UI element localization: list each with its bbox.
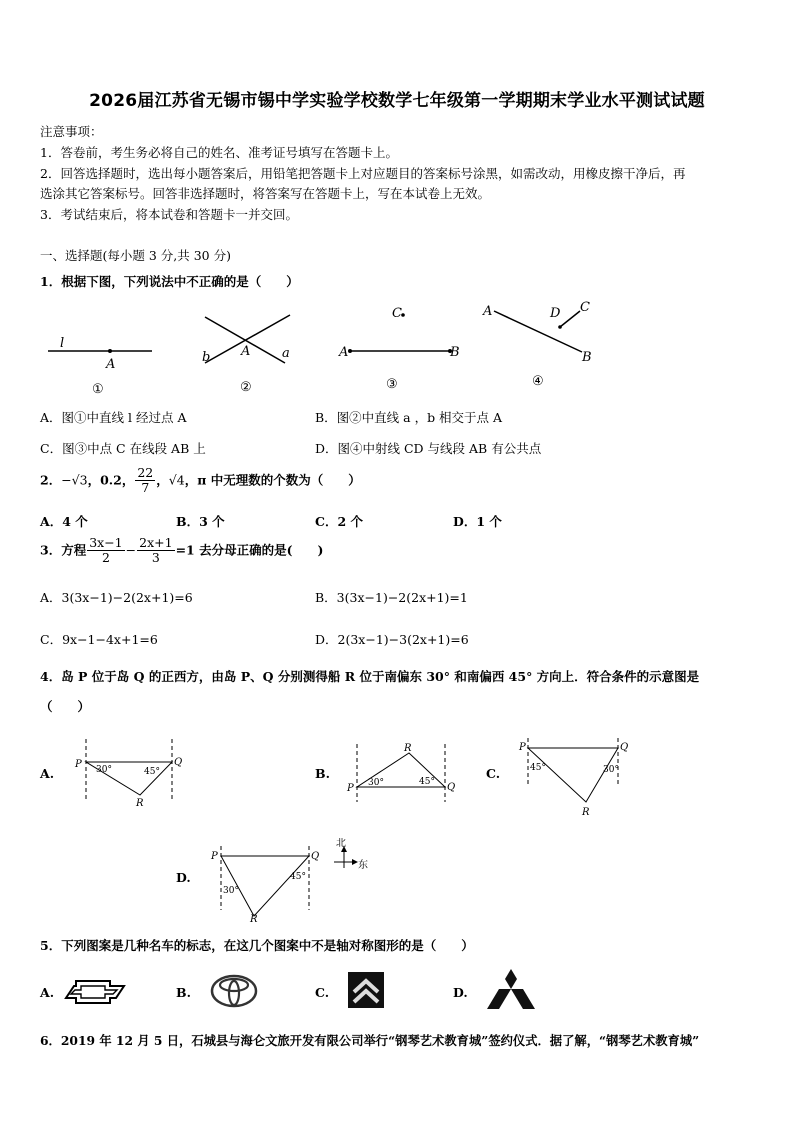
q4-option-c-letter: C. [486, 766, 501, 781]
q1-figure-3 [338, 306, 460, 392]
q1-option-a: A．图①中直线 l 经过点 A [40, 410, 187, 425]
q4c-label-R: R [582, 807, 590, 818]
q2-sqrt4: √4 [168, 472, 185, 488]
q3-prefix: 3．方程 [40, 542, 87, 558]
notice-heading: 注意事项： [40, 124, 103, 139]
q3-suffix: =1 去分母正确的是( ) [175, 542, 324, 558]
q4a-label-P: P [75, 759, 82, 770]
q1-figures [40, 295, 620, 395]
q4d-compass-north: 北 [336, 838, 346, 849]
q4d-label-R: R [250, 914, 258, 924]
q1-fig4-number: ④ [532, 374, 544, 389]
q3-stem [40, 536, 323, 566]
q4a-angle-30: 30° [96, 765, 112, 775]
q3-option-d: D．2(3x−1)−3(2x+1)=6 [315, 632, 469, 647]
q3-f2-num: 2x+1 [139, 535, 173, 550]
q5-option-b-letter: B. [176, 985, 191, 1000]
q4c-angle-45: 45° [530, 763, 546, 773]
q4a-angle-45: 45° [144, 767, 160, 777]
q4b-label-Q: Q [447, 782, 456, 793]
q4a-label-R: R [136, 798, 144, 807]
q4b-label-R: R [404, 743, 412, 754]
q2-prefix: 2． [40, 472, 62, 488]
q3-option-c: C．9x−1−4x+1=6 [40, 632, 158, 647]
q5-option-d-letter: D. [453, 985, 468, 1000]
q3-option-a: A．3(3x−1)−2(2x+1)=6 [40, 590, 193, 605]
q1-option-d: D．图④中射线 CD 与线段 AB 有公共点 [315, 441, 542, 456]
q3-fraction-2 [137, 536, 174, 566]
q1-fig4-label-D: D [550, 306, 561, 321]
q2-suffix: ，π 中无理数的个数为（ ） [184, 472, 361, 488]
notice-item-2: 2．回答选择题时，选出每小题答案后，用铅笔把答题卡上对应题目的答案标号涂黑，如需改动，用橡皮擦干净后，再 [40, 166, 686, 181]
q4d-compass-east: 东 [358, 860, 368, 871]
q4d-angle-45: 45° [290, 872, 306, 882]
q3-minus: − [125, 542, 137, 558]
q4c-label-P: P [519, 742, 526, 753]
q2-option-b: B．3 个 [176, 514, 225, 529]
q5-logo-diamonds [486, 968, 536, 1010]
q4-figure-b [345, 740, 465, 805]
q1-fig2-number: ② [240, 380, 252, 395]
section-heading: 一、选择题(每小题 3 分,共 30 分) [40, 248, 231, 263]
q2-frac-den: 7 [141, 480, 150, 496]
q4d-label-Q: Q [311, 851, 320, 862]
q3-f1-num: 3x−1 [89, 535, 123, 550]
q5-stem: 5．下列图案是几种名车的标志，在这几个图案中不是轴对称图形的是（ ） [40, 938, 474, 953]
q5-option-a-letter: A. [40, 985, 55, 1000]
q1-fig2-label-b: b [202, 350, 211, 365]
q1-option-c: C．图③中点 C 在线段 AB 上 [40, 441, 206, 456]
q1-figure-1 [48, 336, 152, 395]
q3-f1-den: 2 [101, 550, 110, 566]
q4c-angle-30: 30° [603, 765, 619, 775]
q4-figure-a [72, 737, 192, 807]
q1-fig2-label-a: a [282, 346, 290, 361]
q6-stem: 6．2019 年 12 月 5 日，石城县与海仑文旅开发有限公司举行“钢琴艺术教育城”签约仪式．据了解，“钢琴艺术教育城” [40, 1033, 700, 1048]
q2-option-c: C．2 个 [315, 514, 363, 529]
q1-fig3-label-A: A [339, 345, 349, 360]
q4b-angle-45: 45° [419, 777, 435, 787]
q3-fraction-1 [87, 536, 124, 566]
q1-fig1-number: ① [92, 382, 104, 395]
q1-fig1-label-l: l [60, 336, 65, 351]
q4b-label-P: P [347, 783, 354, 794]
q4b-angle-30: 30° [368, 778, 384, 788]
q2-sep2: ， [156, 472, 169, 488]
q2-sep1: ，0.2， [87, 472, 135, 488]
q4d-angle-30: 30° [223, 886, 239, 896]
q4a-label-Q: Q [174, 757, 183, 768]
q2-option-a: A．4 个 [40, 514, 88, 529]
q1-option-b: B．图②中直线 a ，b 相交于点 A [315, 410, 503, 425]
q1-fig4-label-B: B [582, 350, 592, 365]
q2-frac-num: 22 [137, 465, 154, 480]
q4-stem: 4．岛 P 位于岛 Q 的正西方，由岛 P、Q 分别测得船 R 位于南偏东 30° 和南偏西 45° 方向上．符合条件的示意图是 [40, 669, 700, 684]
q4-stem-paren: （ ） [40, 699, 91, 714]
q1-fig2-label-A: A [241, 344, 251, 359]
notice-item-1: 1．答卷前，考生务必将自己的姓名、准考证号填写在答题卡上。 [40, 145, 398, 160]
q5-logo-ellipses [210, 974, 258, 1008]
q4-figure-c [516, 736, 636, 818]
q4d-label-P: P [211, 851, 218, 862]
q1-figure-4 [482, 300, 592, 389]
q1-fig4-label-A: A [483, 304, 493, 319]
q1-stem: 1．根据下图，下列说法中不正确的是（ ） [40, 274, 299, 289]
q3-option-b: B．3(3x−1)−2(2x+1)=1 [315, 590, 468, 605]
q1-fig3-label-C: C [392, 306, 402, 321]
q5-logo-chevrons [348, 972, 384, 1008]
q2-stem [40, 466, 361, 496]
q1-fig1-label-A: A [106, 357, 116, 372]
q4-option-b-letter: B. [315, 766, 330, 781]
q2-neg-sqrt3: −√3 [61, 472, 88, 488]
q4-option-d-letter: D. [176, 870, 191, 885]
q1-figure-2 [202, 315, 290, 395]
q4-option-a-letter: A. [40, 766, 55, 781]
q5-option-c-letter: C. [315, 985, 330, 1000]
notice-item-3: 3．考试结束后，将本试卷和答题卡一并交回。 [40, 207, 298, 222]
q1-fig4-label-C: C [580, 300, 590, 315]
notice-item-2-cont: 选涂其它答案标号。回答非选择题时，将答案写在答题卡上，写在本试卷上无效。 [40, 186, 491, 201]
q3-f2-den: 3 [151, 550, 160, 566]
q1-fig3-number: ③ [386, 377, 398, 392]
q1-fig3-label-B: B [450, 345, 460, 360]
q4-figure-d [208, 838, 378, 924]
q5-logo-bowtie [62, 978, 128, 1006]
q2-option-d: D．1 个 [453, 514, 502, 529]
q4c-label-Q: Q [620, 742, 629, 753]
q2-fraction [135, 466, 155, 496]
page-title: 2026届江苏省无锡市锡中学实验学校数学七年级第一学期期末学业水平测试试题 [89, 91, 705, 111]
